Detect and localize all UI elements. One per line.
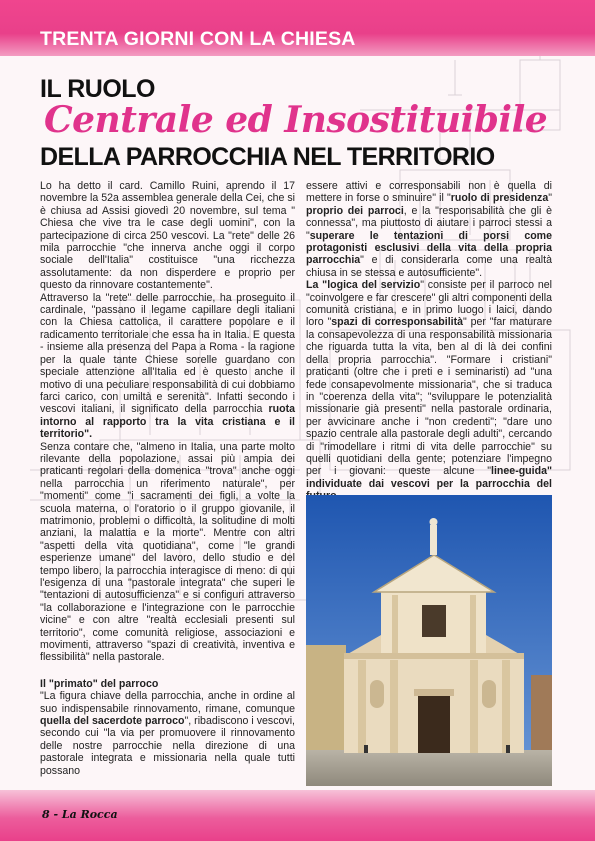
headline-script: Centrale ed Insostituibile (44, 99, 548, 141)
paragraph: Lo ha detto il card. Camillo Ruini, aprendo il 17 novembre la 52a assemblea generale della Cei, che si è chiusa ad Assisi giovedì 20 novembre, sul tema " Chiesa che vive tra le case degli uomini", con la partecipazione di circa 250 vescovi. La "rete" delle 26 mila parrocchie "che innerva anche oggi il corpo sociale dell'Italia" costituisce "una ricchezza assolutamente: da non disperdere e proprio per questo da rinnovare costantemente". (40, 180, 295, 292)
section-title: TRENTA GIORNI CON LA CHIESA (40, 28, 356, 50)
article-column-right (306, 180, 552, 503)
paragraph: "La figura chiave della parrocchia, anche in ordine al suo indispensabile rinnovamento, rimane, comunque quella del sacerdote parroco", ribadiscono i vescovi, secondo cui "la via per promuovere il rinnovamento delle nostre parrocchie nella direzione di una pastorale integrata e missionaria nella quale tutti possano (40, 690, 295, 777)
paragraph: Senza contare che, "almeno in Italia, una parte molto rilevante della popolazione, assai più ampia dei praticanti regolari della domenica "trova" anche oggi nella parrocchia un riferimento naturale", per "momenti" come "i sacramenti dei figli, a volte la scuola materna, o l'oratorio o il gruppo giovanile, il matrimonio, problemi o difficoltà, la solitudine di molti anziani, la malattia e la morte". Mentre con altri "aspetti della vita quotidiana", come "le grandi esperienze umane" del lavoro, dello studio e del tempo libero, la parrocchia interagisce di meno: di qui l'esigenza di una "pastorale integrata" che superi le "tentazioni di autosufficienza" e si configuri attraverso "la collaborazione e l'integrazione con le parrocchie vicine" e con altre "realtà ecclesiali presenti sul territorio", come comunità religiose, associazioni e movimenti, attraverso "spazi di creatività, inventiva e flessibilità" nella pastorale. (40, 440, 295, 664)
church-facade-photo (306, 495, 552, 786)
headline-line-1: IL RUOLO (40, 75, 155, 103)
paragraph: essere attivi e corresponsabili non è quella di mettere in forse o sminuire" il "ruolo di presidenza" proprio dei parroci, e la "responsabilità che gli è connessa", ma piuttosto di aiutare i parroci stessi a "superare le tentazioni di porsi come protagonisti esclusivi della vita della propria parrocchia" e di considerarla come una realtà chiusa in se stessa e autosufficiente". (306, 180, 553, 279)
page-folio: 8 - La Rocca (42, 808, 118, 821)
headline-line-3: DELLA PARROCCHIA NEL TERRITORIO (40, 143, 495, 171)
paragraph: La "logica del servizio" consiste per il parroco nel "coinvolgere e far crescere" gli altri componenti della comunità cristiana, e in primo luogo i laici, dando loro "spazi di corresponsabilità" per "far maturare la consapevolezza di una responsabilità missionaria che riguarda tutta la vita, ben al di là dei confini della propria parrocchia". "Formare i cristiani" praticanti (oltre che i preti e i seminaristi) ad "una fede consapevolmente missionaria", che si traduca in "coerenza della vita"; "sviluppare le potenzialità missionarie già presenti" nella pastorale ordinaria, per avvicinare anche i "non credenti"; "dare uno spazio centrale alla pastorale degli adulti", cercando di "rimodellare i ritmi di vita delle parrocchie" su quelli quotidiani della gente; potenziare l'impegno per i giovani: queste alcune "linee-guida" individuate dai vescovi per la parrocchia del (306, 279, 552, 490)
subheading-primato: Il "primato" del parroco (40, 677, 159, 690)
article-column-left (40, 180, 295, 777)
paragraph: Attraverso la "rete" delle parrocchie, ha proseguito il cardinale, "passano il legame capillare degli italiani con la Chiesa cattolica, il carattere popolare e il radicamento territoriale che essa ha in Italia. E questa - insieme alla presenza del Papa a Roma - la ragione per la quale tante Chiese sorelle guardano con speciale attenzione all'Italia ed è questo anche il motivo di una peculiare responsabilità di cui dobbiamo farci carico, con umiltà e serenità". Infatti secondo i vescovi italiani, il significato della parrocchia ruota intorno al rapporto tra la vita cristiana e il territorio". (40, 291, 295, 441)
